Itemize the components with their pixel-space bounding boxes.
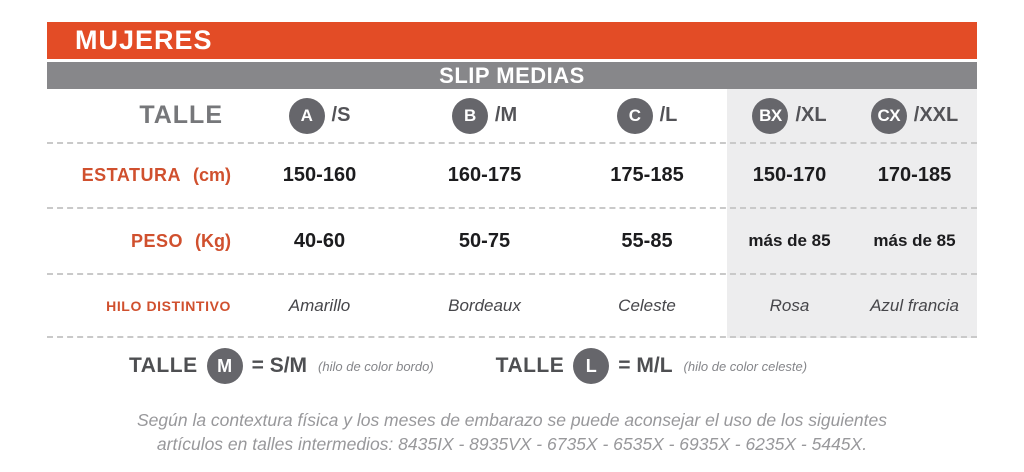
estatura-value-l: 175-185 [610,164,684,186]
size-table [47,89,977,338]
estatura-value-m: 160-175 [447,164,522,186]
row-unit: (cm) [192,165,231,185]
size-suffix-c: /L [659,104,678,126]
hilo-value-xl: Rosa [769,295,810,315]
column-header-size-b [402,98,567,134]
hilo-value-xxl: Azul francia [870,295,959,315]
size-badge-m: M [207,348,243,384]
table-header-row [47,89,977,144]
product-header-bar [47,62,977,89]
note-size-l [496,348,807,384]
size-suffix-b: /M [494,104,518,126]
column-header-size-a [237,98,402,134]
intermediate-sizes-notes [47,338,977,394]
size-badge-c: C [617,98,653,134]
size-badge-bx: BX [752,98,788,134]
note-prefix: TALLE [129,354,198,377]
size-suffix-bx: /XL [795,104,827,126]
hilo-value-m: Bordeaux [448,295,521,315]
size-badge-cx: CX [871,98,907,134]
footnote-line-1: Según la contextura física y los meses de embarazo se puede aconsejar el uso de los siguientes [136,410,888,430]
row-header-peso [47,231,237,252]
hilo-value-l: Celeste [618,295,676,315]
peso-value-xl: más de 85 [748,231,831,250]
footnote-line-2: artículos en talles intermedios: 8435IX - 8935VX - 6735X - 6535X - 6935X - 6235X - 5445X. [156,434,868,454]
note-detail: (hilo de color bordo) [318,358,434,374]
row-header-estatura [47,165,237,186]
sheet-content [47,22,977,456]
row-label: ESTATURA [81,165,181,185]
size-badge-a: A [289,98,325,134]
section-title: MUJERES [75,25,213,55]
row-label: HILO DISTINTIVO [106,297,231,314]
peso-value-s: 40-60 [293,229,346,252]
table-row-hilo [47,275,977,338]
row-header-hilo [47,298,237,314]
estatura-value-xl: 150-170 [752,164,827,186]
size-suffix-a: /S [331,104,351,126]
size-badge-l: L [573,348,609,384]
table-row-estatura [47,144,977,209]
note-equivalence: = M/L [618,354,673,377]
note-detail: (hilo de color celeste) [683,358,808,374]
column-header-size-bx [727,98,852,134]
table-row-peso [47,209,977,275]
note-equivalence: = S/M [251,354,308,377]
column-header-size-c [567,98,727,134]
estatura-value-xxl: 170-185 [877,164,952,186]
row-label: PESO [130,230,184,251]
estatura-value-s: 150-160 [282,164,357,186]
row-unit: (Kg) [195,230,231,251]
pregnancy-advice-footnote [47,408,977,456]
peso-value-xxl: más de 85 [873,231,956,250]
hilo-value-s: Amarillo [288,295,351,315]
peso-value-l: 55-85 [621,229,673,252]
section-header-bar [47,22,977,59]
peso-value-m: 50-75 [458,229,511,252]
size-badge-b: B [452,98,488,134]
note-size-m [129,348,434,384]
column-header-talle: TALLE [139,101,223,129]
size-suffix-cx: /XXL [913,104,959,126]
note-prefix: TALLE [495,354,565,377]
product-title: SLIP MEDIAS [439,62,585,88]
column-header-size-cx [852,98,977,134]
